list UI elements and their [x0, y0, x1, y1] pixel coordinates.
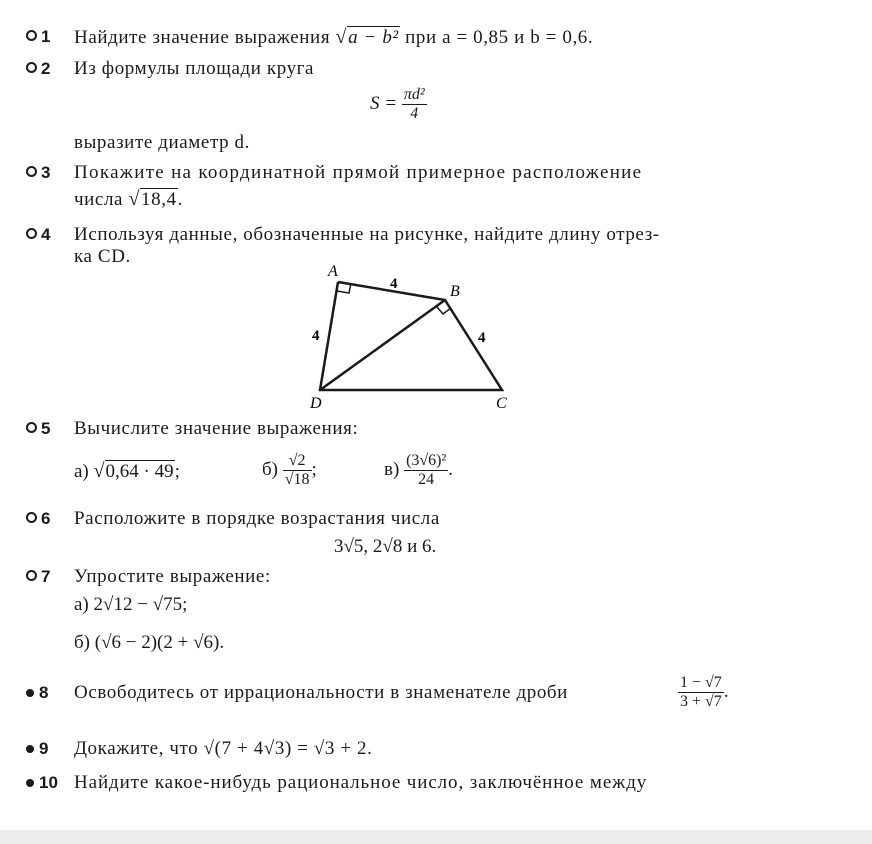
problem-number: 3: [26, 160, 74, 186]
label-c: C: [496, 395, 507, 412]
problem-text: Вычислите значение выражения:: [74, 418, 359, 439]
bottom-strip: [0, 830, 872, 844]
quadrilateral-figure: [300, 262, 520, 412]
label-d: D: [310, 395, 322, 412]
problem-number: 9: [26, 736, 74, 762]
problem-5-part-c: в) $\frac{\text{(3√6)²}}{24}$ .: [384, 452, 454, 488]
problem-2-text2: выразите диаметр d.: [74, 132, 250, 153]
problem-text: Используя данные, обозначенные на рисунке, найдите длину отрез-: [74, 224, 660, 245]
problem-number: 8: [26, 680, 74, 706]
problem-number: 7: [26, 564, 74, 590]
label-a: A: [328, 263, 338, 280]
problem-4-text2: ка CD.: [74, 246, 131, 267]
length-ad: 4: [312, 328, 320, 344]
problem-5-part-b: б) $\frac{√2}{√18}$ ;: [262, 452, 317, 488]
problem-number: 4: [26, 222, 74, 248]
problem-number: 10: [26, 770, 74, 796]
problem-number: 5: [26, 416, 74, 442]
problem-number: 2: [26, 56, 74, 82]
problem-number: 6: [26, 506, 74, 532]
problem-tail: при a = 0,85 и b = 0,6.: [405, 27, 594, 48]
expression: a − b²: [348, 27, 399, 48]
problem-3-text2: числа √18,4.: [74, 188, 184, 210]
problem-text: Найдите значение выражения √a − b² при a = 0,85 и b = 0,6.: [74, 26, 594, 48]
problem-8-fraction: $\frac{1 - √7}{3 + √7}$ .: [680, 674, 729, 710]
quadrilateral-outline: [320, 282, 502, 390]
problem-text: Из формулы площади круга: [74, 58, 315, 79]
length-ab: 4: [390, 276, 398, 292]
problem-5-part-a: а) √0,64 · 49;: [74, 460, 180, 482]
problem-6-numbers: 3√5, 2√8 и 6.: [334, 536, 437, 557]
problem-number: 1: [26, 24, 74, 50]
problem-7-part-a: а) 2√12 − √75;: [74, 594, 188, 615]
problem-text: Найдите какое-нибудь рациональное число, заключённое между: [74, 772, 648, 793]
problem-text: Докажите, что √(7 + 4√3) = √3 + 2.: [74, 738, 373, 759]
problem-text: Расположите в порядке возрастания числа: [74, 508, 440, 529]
problem-text: Освободитесь от иррациональности в знаменателе дроби: [74, 682, 568, 703]
label-b: B: [450, 283, 460, 300]
problem-7-part-b: б) (√6 − 2)(2 + √6).: [74, 632, 225, 653]
area-formula: S = $\frac{\text{πd²}}{4}$: [370, 86, 425, 122]
problem-text: Покажите на координатной прямой примерное расположение: [74, 162, 643, 183]
problem-text: Упростите выражение:: [74, 566, 271, 587]
length-bc: 4: [478, 330, 486, 346]
diagonal-bd: [320, 300, 445, 390]
